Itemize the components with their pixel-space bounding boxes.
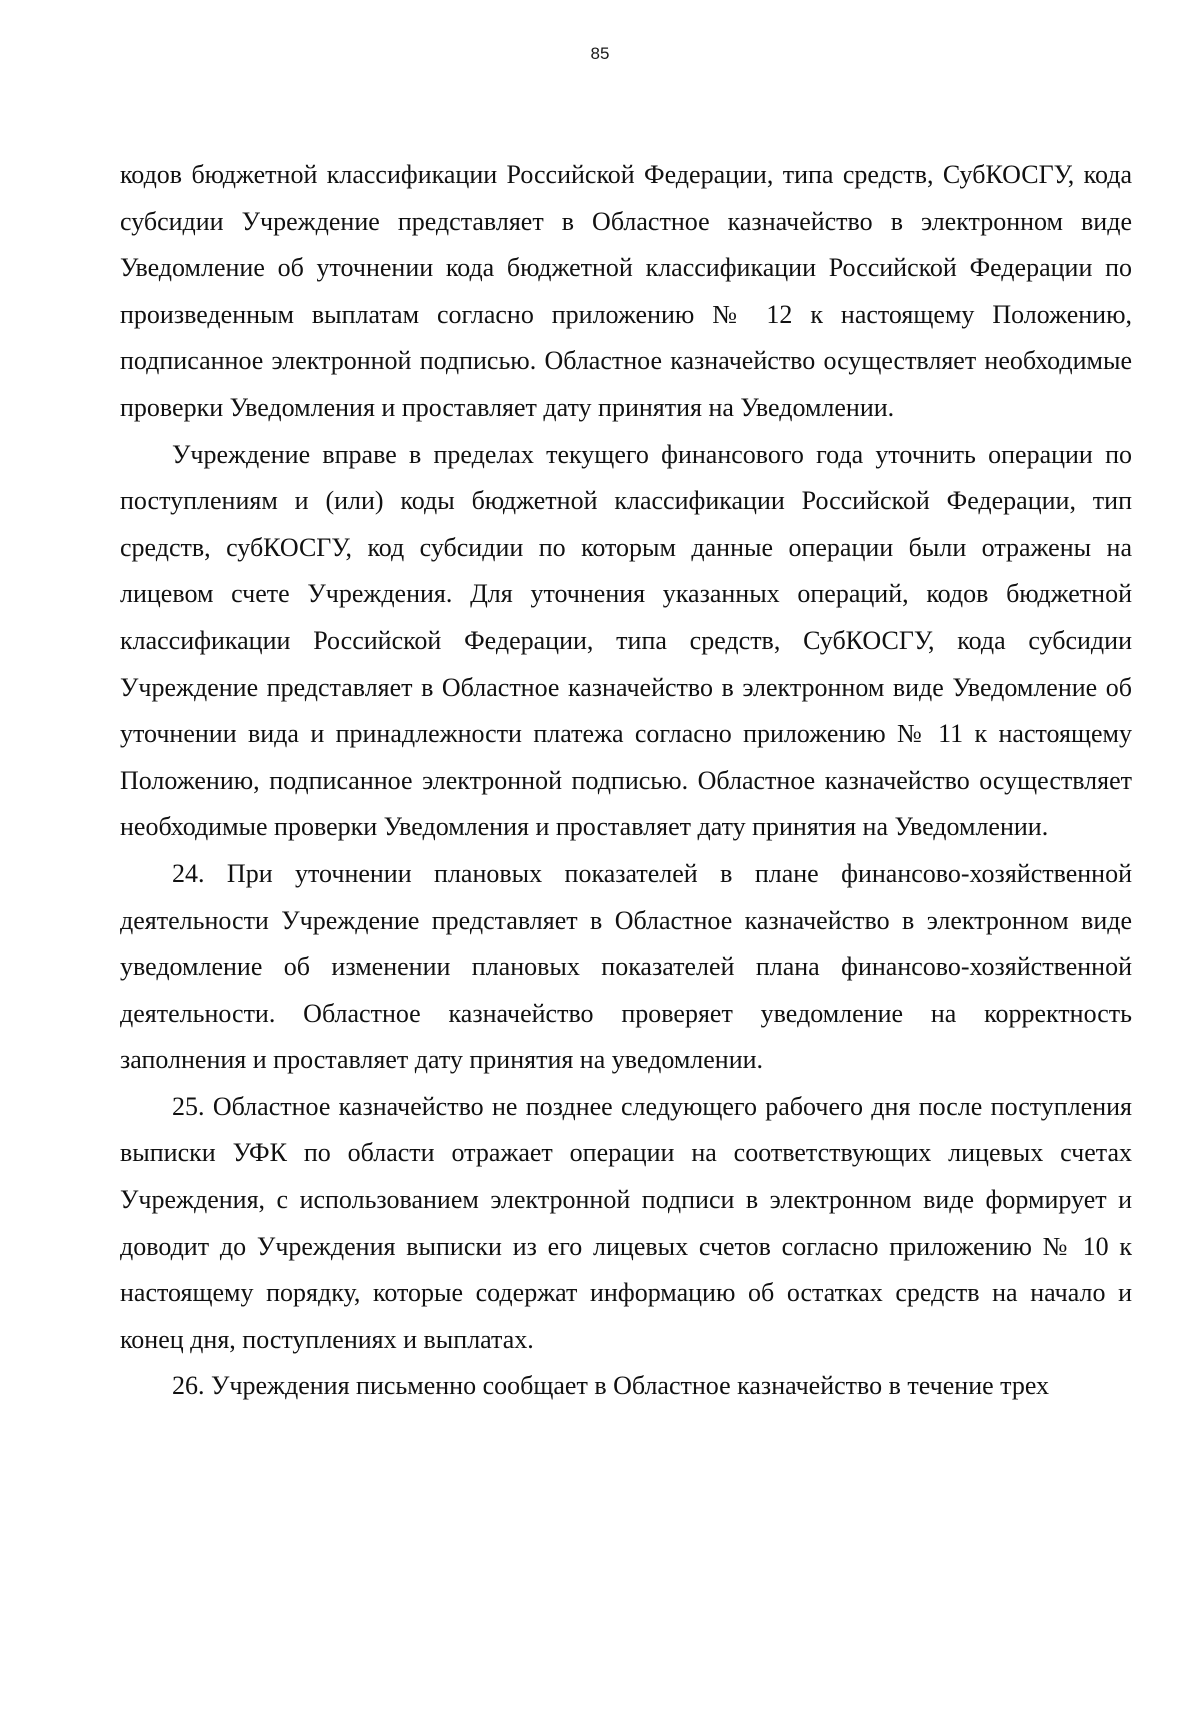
paragraph-item-24: 24. При уточнении плановых показателей в плане финансово-хозяйственной деятельности Учреждение представляет в Областное казначейство в электронном виде уведомление об изменении плановых показателей плана финансово-хозяйственной деятельности. Областное казначейство проверяет уведомление на корректность заполнения и проставляет дату принятия на уведомлении.	[120, 858, 1132, 1075]
document-body	[120, 152, 1132, 1410]
paragraph-item-26: 26. Учреждения письменно сообщает в Областное казначейство в течение трех	[172, 1371, 1050, 1401]
paragraph: Учреждение вправе в пределах текущего финансового года уточнить операции по поступлениям и (или) коды бюджетной классификации Российской Федерации, тип средств, субКОСГУ, код субсидии по которым данные операции были отражены на лицевом счете Учреждения. Для уточнения указанных операций, кодов бюджетной классификации Российской Федерации, типа средств, СубКОСГУ, кода субсидии Учреждение представляет в Областное казначейство в электронном виде Уведомление об уточнении вида и принадлежности платежа согласно приложению № 11 к настоящему Положению, подписанное электронной подписью. Областное казначейство осуществляет необходимые проверки Уведомления и проставляет дату принятия на Уведомлении.	[120, 439, 1132, 842]
paragraph-item-25: 25. Областное казначейство не позднее следующего рабочего дня после поступления выписки УФК по области отражает операции на соответствующих лицевых счетах Учреждения, с использованием электронной подписи в электронном виде формирует и доводит до Учреждения выписки из его лицевых счетов согласно приложению № 10 к настоящему порядку, которые содержат информацию об остатках средств на начало и конец дня, поступлениях и выплатах.	[120, 1091, 1132, 1354]
paragraph-continuation: кодов бюджетной классификации Российской Федерации, типа средств, СубКОСГУ, кода субсидии Учреждение представляет в Областное казначейство в электронном виде Уведомление об уточнении кода бюджетной классификации Российской Федерации по произведенным выплатам согласно приложению № 12 к настоящему Положению, подписанное электронной подписью. Областное казначейство осуществляет необходимые проверки Уведомления и проставляет дату принятия на Уведомлении.	[120, 160, 1132, 422]
page-number: 85	[590, 44, 610, 63]
